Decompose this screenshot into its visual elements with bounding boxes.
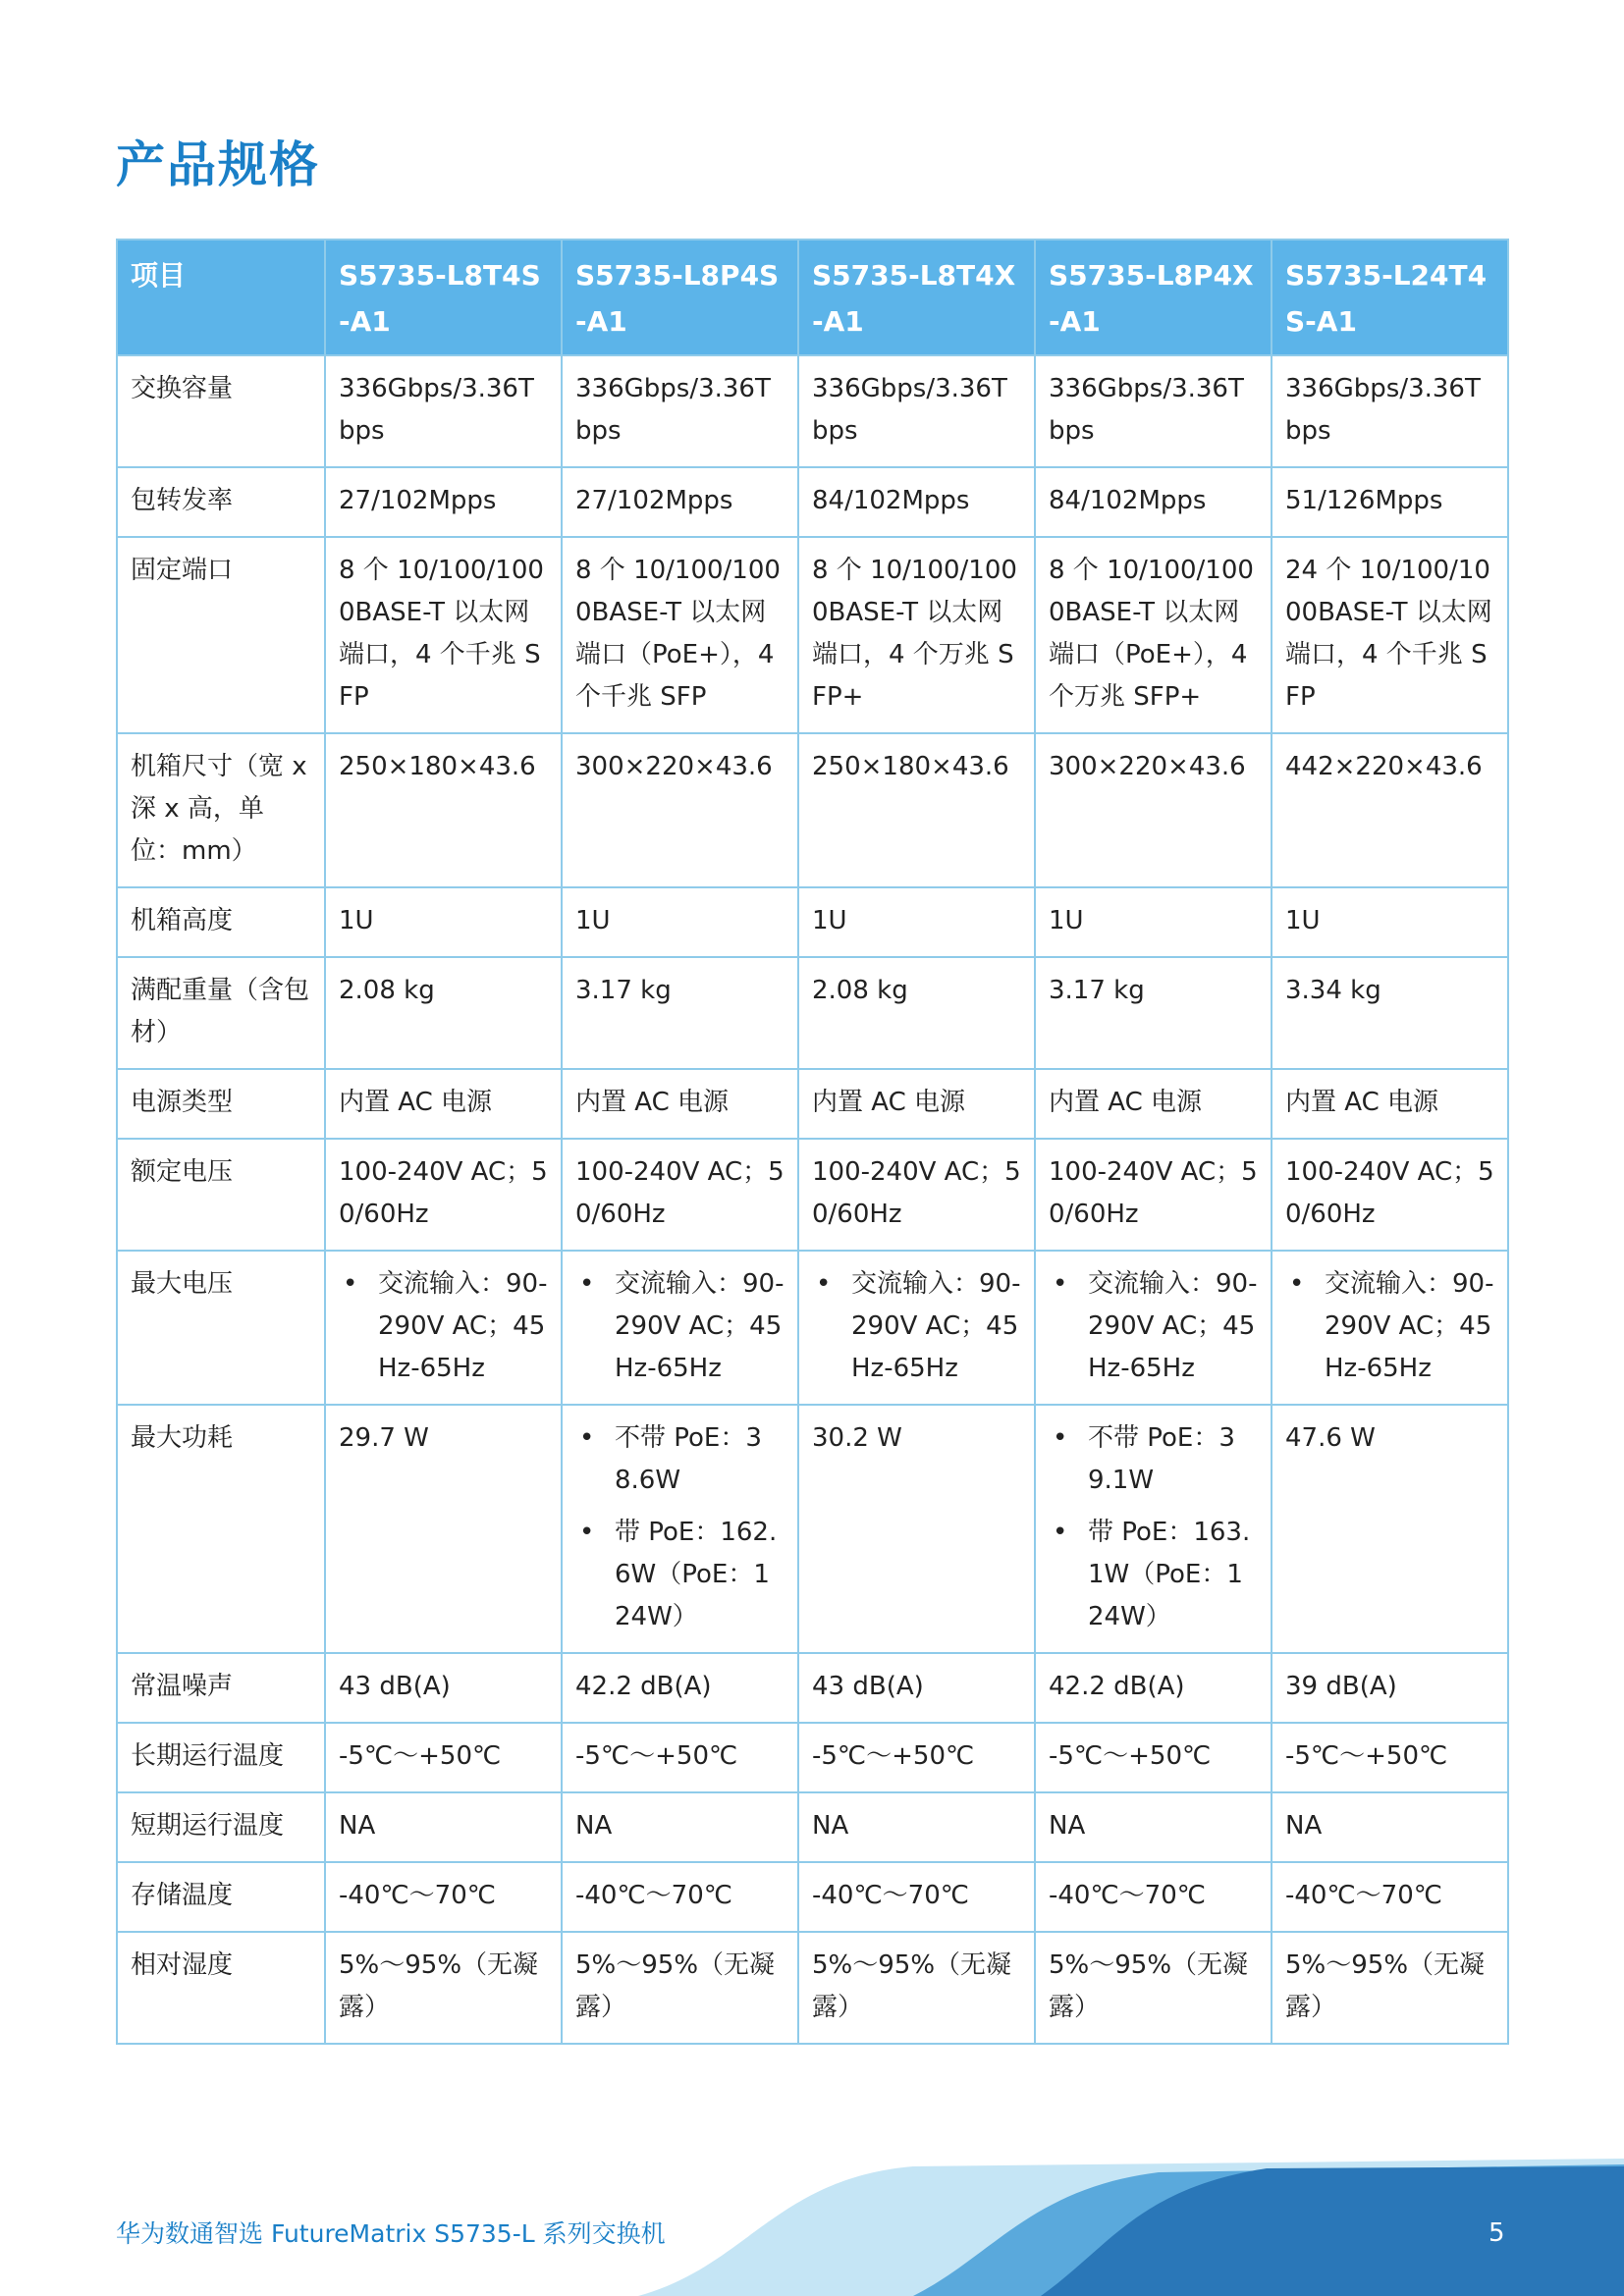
table-cell: 8 个 10/100/1000BASE-T 以太网端口，4 个千兆 SFP bbox=[325, 537, 562, 733]
table-cell: -5℃～+50℃ bbox=[1272, 1723, 1508, 1792]
table-cell: 5%～95%（无凝露） bbox=[798, 1932, 1035, 2044]
table-cell: 300×220×43.6 bbox=[1035, 733, 1272, 887]
table-cell: 5%～95%（无凝露） bbox=[562, 1932, 798, 2044]
table-cell: 5%～95%（无凝露） bbox=[1272, 1932, 1508, 2044]
table-cell: 内置 AC 电源 bbox=[562, 1069, 798, 1139]
row-label: 机箱高度 bbox=[117, 887, 325, 957]
row-label: 机箱尺寸（宽 x 深 x 高，单位：mm） bbox=[117, 733, 325, 887]
table-cell: 51/126Mpps bbox=[1272, 467, 1508, 537]
header-cell: S5735-L8P4X-A1 bbox=[1035, 240, 1272, 355]
table-cell: 29.7 W bbox=[325, 1405, 562, 1653]
row-label: 满配重量（含包材） bbox=[117, 957, 325, 1069]
table-cell: 1U bbox=[1035, 887, 1272, 957]
table-cell: 8 个 10/100/1000BASE-T 以太网端口（PoE+），4 个万兆 SFP+ bbox=[1035, 537, 1272, 733]
table-cell: 100-240V AC；50/60Hz bbox=[325, 1139, 562, 1251]
bullet-item: • 不带 PoE：38.6W bbox=[575, 1417, 785, 1502]
table-row bbox=[117, 1139, 1508, 1251]
table-cell: 42.2 dB(A) bbox=[562, 1653, 798, 1723]
spec-table-body bbox=[117, 355, 1508, 2044]
header-cell: S5735-L8T4S-A1 bbox=[325, 240, 562, 355]
table-cell: 内置 AC 电源 bbox=[325, 1069, 562, 1139]
table-cell bbox=[1035, 1251, 1272, 1405]
table-cell bbox=[798, 1251, 1035, 1405]
page-title: 产品规格 bbox=[116, 136, 320, 193]
table-cell: NA bbox=[1272, 1792, 1508, 1862]
table-cell: 442×220×43.6 bbox=[1272, 733, 1508, 887]
table-cell: -5℃～+50℃ bbox=[325, 1723, 562, 1792]
table-cell: 336Gbps/3.36Tbps bbox=[1272, 355, 1508, 467]
table-cell: -40℃～70℃ bbox=[562, 1862, 798, 1932]
table-cell: -5℃～+50℃ bbox=[562, 1723, 798, 1792]
bullet-item: • 交流输入：90-290V AC；45Hz-65Hz bbox=[1049, 1263, 1259, 1390]
bullet-list bbox=[1049, 1263, 1259, 1390]
table-cell: 内置 AC 电源 bbox=[798, 1069, 1035, 1139]
table-cell: -5℃～+50℃ bbox=[798, 1723, 1035, 1792]
table-cell: 8 个 10/100/1000BASE-T 以太网端口（PoE+），4 个千兆 SFP bbox=[562, 537, 798, 733]
table-cell: 5%～95%（无凝露） bbox=[1035, 1932, 1272, 2044]
table-row bbox=[117, 1653, 1508, 1723]
bullet-item: • 带 PoE：162.6W（PoE：124W） bbox=[575, 1512, 785, 1638]
table-cell: 内置 AC 电源 bbox=[1035, 1069, 1272, 1139]
header-cell: 项目 bbox=[117, 240, 325, 355]
bullet-item: • 交流输入：90-290V AC；45Hz-65Hz bbox=[1285, 1263, 1495, 1390]
table-row bbox=[117, 1862, 1508, 1932]
table-cell: 84/102Mpps bbox=[1035, 467, 1272, 537]
table-row bbox=[117, 537, 1508, 733]
row-label: 相对湿度 bbox=[117, 1932, 325, 2044]
bullet-item: • 交流输入：90-290V AC；45Hz-65Hz bbox=[339, 1263, 549, 1390]
bullet-list bbox=[339, 1263, 549, 1390]
table-row bbox=[117, 1932, 1508, 2044]
footer-text: 华为数通智选 FutureMatrix S5735-L 系列交换机 bbox=[116, 2219, 666, 2248]
table-cell: 43 dB(A) bbox=[325, 1653, 562, 1723]
table-cell: -40℃～70℃ bbox=[1272, 1862, 1508, 1932]
table-cell: -40℃～70℃ bbox=[1035, 1862, 1272, 1932]
table-row bbox=[117, 1405, 1508, 1653]
table-cell: 2.08 kg bbox=[798, 957, 1035, 1069]
row-label: 常温噪声 bbox=[117, 1653, 325, 1723]
table-row bbox=[117, 957, 1508, 1069]
spec-table bbox=[116, 239, 1509, 2045]
table-cell: 336Gbps/3.36Tbps bbox=[798, 355, 1035, 467]
bullet-list bbox=[575, 1417, 785, 1638]
header-cell: S5735-L8T4X-A1 bbox=[798, 240, 1035, 355]
table-cell: 250×180×43.6 bbox=[325, 733, 562, 887]
page-number: 5 bbox=[1489, 2218, 1505, 2248]
table-cell: 27/102Mpps bbox=[325, 467, 562, 537]
table-cell: 100-240V AC；50/60Hz bbox=[562, 1139, 798, 1251]
bullet-list bbox=[1285, 1263, 1495, 1390]
table-row bbox=[117, 1723, 1508, 1792]
row-label: 短期运行温度 bbox=[117, 1792, 325, 1862]
table-cell: NA bbox=[1035, 1792, 1272, 1862]
table-cell: 336Gbps/3.36Tbps bbox=[562, 355, 798, 467]
table-cell: NA bbox=[325, 1792, 562, 1862]
table-cell: 336Gbps/3.36Tbps bbox=[1035, 355, 1272, 467]
table-cell: 100-240V AC；50/60Hz bbox=[1272, 1139, 1508, 1251]
table-cell: 47.6 W bbox=[1272, 1405, 1508, 1653]
table-cell: 5%～95%（无凝露） bbox=[325, 1932, 562, 2044]
table-cell: 84/102Mpps bbox=[798, 467, 1035, 537]
table-cell: 3.34 kg bbox=[1272, 957, 1508, 1069]
table-cell: NA bbox=[798, 1792, 1035, 1862]
table-cell: 8 个 10/100/1000BASE-T 以太网端口，4 个万兆 SFP+ bbox=[798, 537, 1035, 733]
bullet-item: • 带 PoE：163.1W（PoE：124W） bbox=[1049, 1512, 1259, 1638]
bullet-list bbox=[812, 1263, 1022, 1390]
bullet-item: • 不带 PoE：39.1W bbox=[1049, 1417, 1259, 1502]
table-cell: 内置 AC 电源 bbox=[1272, 1069, 1508, 1139]
table-cell: NA bbox=[562, 1792, 798, 1862]
spec-table-head bbox=[117, 240, 1508, 355]
table-cell: 1U bbox=[562, 887, 798, 957]
table-cell: 1U bbox=[1272, 887, 1508, 957]
table-row bbox=[117, 467, 1508, 537]
table-row bbox=[117, 733, 1508, 887]
table-cell bbox=[1035, 1405, 1272, 1653]
bullet-item: • 交流输入：90-290V AC；45Hz-65Hz bbox=[812, 1263, 1022, 1390]
table-cell: -5℃～+50℃ bbox=[1035, 1723, 1272, 1792]
table-cell: 336Gbps/3.36Tbps bbox=[325, 355, 562, 467]
header-row bbox=[117, 240, 1508, 355]
table-cell: 100-240V AC；50/60Hz bbox=[1035, 1139, 1272, 1251]
row-label: 电源类型 bbox=[117, 1069, 325, 1139]
table-cell: 24 个 10/100/1000BASE-T 以太网端口，4 个千兆 SFP bbox=[1272, 537, 1508, 733]
table-row bbox=[117, 1792, 1508, 1862]
table-row bbox=[117, 355, 1508, 467]
row-label: 长期运行温度 bbox=[117, 1723, 325, 1792]
row-label: 固定端口 bbox=[117, 537, 325, 733]
table-cell bbox=[562, 1251, 798, 1405]
row-label: 额定电压 bbox=[117, 1139, 325, 1251]
table-cell: 1U bbox=[798, 887, 1035, 957]
table-cell: 30.2 W bbox=[798, 1405, 1035, 1653]
table-cell: 27/102Mpps bbox=[562, 467, 798, 537]
table-row bbox=[117, 1069, 1508, 1139]
table-cell bbox=[1272, 1251, 1508, 1405]
table-cell: 3.17 kg bbox=[1035, 957, 1272, 1069]
table-cell: 42.2 dB(A) bbox=[1035, 1653, 1272, 1723]
table-cell: -40℃～70℃ bbox=[325, 1862, 562, 1932]
bullet-list bbox=[1049, 1417, 1259, 1638]
row-label: 包转发率 bbox=[117, 467, 325, 537]
table-cell: 100-240V AC；50/60Hz bbox=[798, 1139, 1035, 1251]
table-cell: 39 dB(A) bbox=[1272, 1653, 1508, 1723]
bullet-list bbox=[575, 1263, 785, 1390]
table-cell: 1U bbox=[325, 887, 562, 957]
row-label: 存储温度 bbox=[117, 1862, 325, 1932]
table-cell bbox=[325, 1251, 562, 1405]
table-cell: 2.08 kg bbox=[325, 957, 562, 1069]
row-label: 最大电压 bbox=[117, 1251, 325, 1405]
table-row bbox=[117, 887, 1508, 957]
header-cell: S5735-L8P4S-A1 bbox=[562, 240, 798, 355]
table-row bbox=[117, 1251, 1508, 1405]
table-cell: 250×180×43.6 bbox=[798, 733, 1035, 887]
table-cell bbox=[562, 1405, 798, 1653]
row-label: 最大功耗 bbox=[117, 1405, 325, 1653]
table-cell: 300×220×43.6 bbox=[562, 733, 798, 887]
header-cell: S5735-L24T4S-A1 bbox=[1272, 240, 1508, 355]
table-cell: -40℃～70℃ bbox=[798, 1862, 1035, 1932]
table-cell: 43 dB(A) bbox=[798, 1653, 1035, 1723]
row-label: 交换容量 bbox=[117, 355, 325, 467]
bullet-item: • 交流输入：90-290V AC；45Hz-65Hz bbox=[575, 1263, 785, 1390]
table-cell: 3.17 kg bbox=[562, 957, 798, 1069]
